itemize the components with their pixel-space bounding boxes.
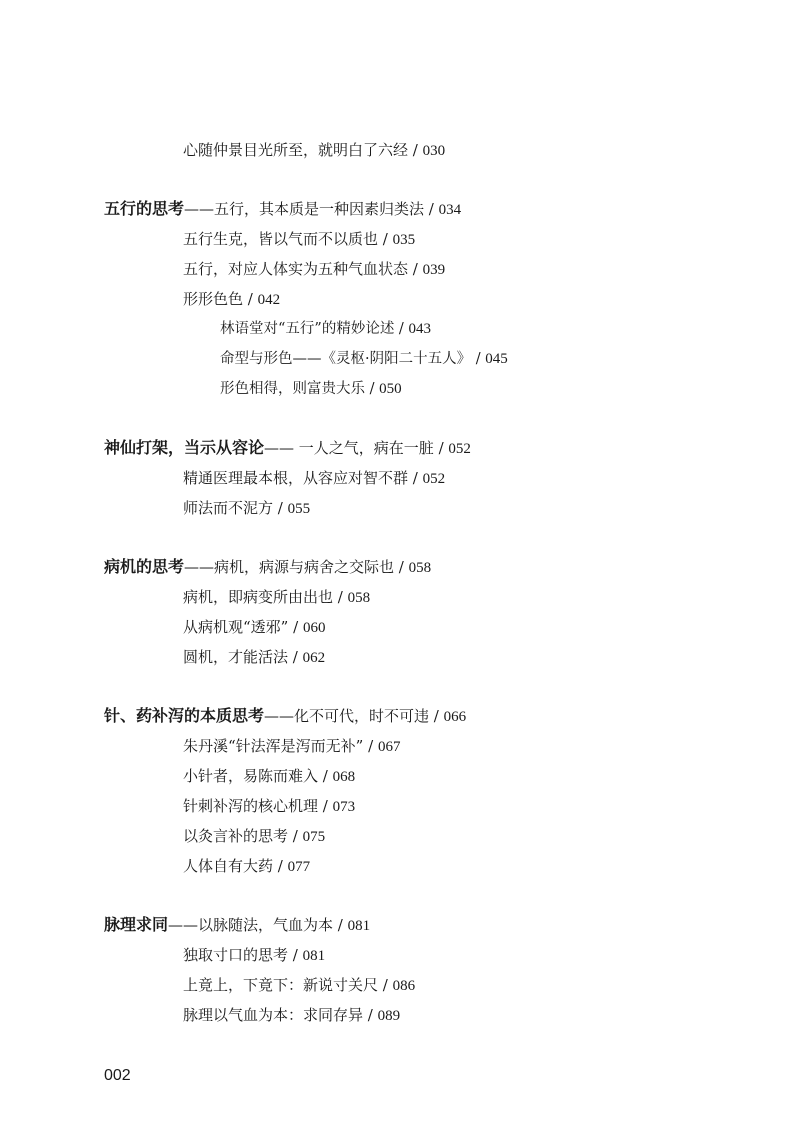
entry-separator: /: [273, 857, 288, 875]
entry-title: 命型与形色——《灵枢·阴阳二十五人》: [220, 351, 472, 367]
entry-separator: /: [288, 827, 303, 845]
entry-page-number: 060: [302, 620, 326, 636]
entry-separator: /: [394, 558, 409, 576]
entry-page-number: 075: [302, 829, 326, 845]
chapter-heading: [104, 438, 471, 459]
entry-separator: /: [429, 707, 444, 725]
entry-title: 上竟上，下竟下：新说寸关尺: [183, 976, 379, 994]
entry-title: 从病机观“透邪”: [183, 618, 289, 636]
entry-separator: /: [408, 260, 423, 278]
chapter-page-number: 066: [443, 709, 467, 725]
entry-title: 心随仲景目光所至，就明白了六经: [183, 141, 409, 159]
entry-separator: /: [288, 648, 303, 666]
chapter-title: 针、药补泻的本质思考: [104, 706, 265, 725]
entry-title: 形形色色: [183, 290, 244, 308]
entry-title: 圆机，才能活法: [183, 648, 289, 666]
entry-page-number: 068: [332, 769, 356, 785]
entry-page-number: 055: [287, 501, 311, 517]
chapter-page-number: 081: [347, 918, 371, 934]
chapter-page-number: 058: [408, 560, 432, 576]
toc-entry: [183, 856, 310, 877]
toc-subentry: [220, 379, 402, 399]
chapter-subtitle: ——以脉随法，气血为本: [168, 916, 334, 934]
chapter-title: 脉理求同: [104, 915, 169, 934]
entry-page-number: 086: [392, 978, 416, 994]
entry-page-number: 045: [485, 351, 508, 367]
entry-title: 五行生克，皆以气而不以质也: [183, 230, 379, 248]
toc-subentry: [220, 319, 431, 339]
toc-entry: [183, 1005, 400, 1026]
chapter-heading: [104, 199, 461, 220]
entry-separator: /: [378, 230, 393, 248]
entry-title: 小针者，易陈而难入: [183, 767, 319, 785]
entry-title: 人体自有大药: [183, 857, 274, 875]
chapter-page-number: 052: [448, 441, 471, 457]
toc-entry: [183, 617, 325, 638]
toc-entry: [183, 975, 415, 996]
entry-separator: /: [365, 381, 380, 397]
entry-separator: /: [288, 946, 303, 964]
toc-entry: [183, 498, 310, 519]
entry-title: 独取寸口的思考: [183, 946, 289, 964]
entry-page-number: 042: [257, 292, 281, 308]
toc-entry: [183, 826, 325, 847]
entry-title: 精通医理最本根，从容应对智不群: [183, 469, 409, 487]
entry-separator: /: [378, 976, 393, 994]
entry-separator: /: [273, 499, 288, 517]
entry-separator: /: [408, 141, 423, 159]
entry-page-number: 058: [347, 590, 371, 606]
chapter-subtitle: ——五行，其本质是一种因素归类法: [184, 200, 425, 218]
entry-page-number: 035: [392, 232, 416, 248]
entry-separator: /: [408, 469, 423, 487]
entry-separator: /: [394, 321, 409, 337]
entry-title: 师法而不泥方: [183, 499, 274, 517]
entry-page-number: 062: [302, 650, 326, 666]
entry-separator: /: [318, 767, 333, 785]
chapter-title: 神仙打架，当示从容论: [104, 438, 265, 457]
entry-separator: /: [471, 351, 486, 367]
entry-page-number: 050: [379, 381, 402, 397]
entry-page-number: 081: [302, 948, 326, 964]
entry-page-number: 089: [377, 1008, 401, 1024]
toc-entry: [183, 468, 445, 489]
entry-title: 脉理以气血为本：求同存异: [183, 1006, 364, 1024]
entry-title: 林语堂对“五行”的精妙论述: [220, 321, 395, 337]
chapter-subtitle: —— 一人之气，病在一脏: [264, 439, 434, 457]
toc-entry: [183, 796, 355, 817]
entry-page-number: 077: [287, 859, 311, 875]
toc-entry: [183, 229, 415, 250]
entry-page-number: 043: [408, 321, 431, 337]
chapter-subtitle: ——化不可代，时不可违: [264, 707, 430, 725]
entry-page-number: 052: [422, 471, 446, 487]
entry-separator: /: [433, 439, 449, 457]
toc-entry: [183, 736, 400, 757]
entry-page-number: 039: [422, 262, 446, 278]
toc-entry: [183, 259, 445, 280]
entry-separator: /: [318, 797, 333, 815]
entry-separator: /: [363, 1006, 378, 1024]
chapter-title: 病机的思考: [104, 557, 185, 576]
toc-entry: [183, 945, 325, 966]
chapter-page-number: 034: [438, 202, 462, 218]
page-number: 002: [104, 1067, 131, 1084]
entry-title: 五行，对应人体实为五种气血状态: [183, 260, 409, 278]
entry-separator: /: [333, 916, 348, 934]
entry-separator: /: [243, 290, 258, 308]
toc-entry: [183, 766, 355, 787]
entry-title: 形色相得，则富贵大乐: [220, 381, 365, 397]
toc-entry: [183, 587, 370, 608]
chapter-title: 五行的思考: [104, 199, 185, 218]
toc-entry: [183, 140, 445, 161]
chapter-subtitle: ——病机，病源与病舍之交际也: [184, 558, 395, 576]
entry-title: 病机，即病变所由出也: [183, 588, 334, 606]
toc-entry: [183, 289, 280, 310]
entry-title: 针刺补泻的核心机理: [183, 797, 319, 815]
entry-page-number: 030: [422, 143, 446, 159]
entry-separator: /: [288, 618, 303, 636]
entry-title: 朱丹溪“针法浑是泻而无补”: [183, 737, 364, 755]
toc-subentry: [220, 349, 508, 369]
entry-separator: /: [363, 737, 378, 755]
entry-separator: /: [333, 588, 348, 606]
chapter-heading: [104, 915, 370, 936]
chapter-heading: [104, 706, 466, 727]
entry-title: 以灸言补的思考: [183, 827, 289, 845]
entry-page-number: 067: [377, 739, 401, 755]
chapter-heading: [104, 557, 431, 578]
toc-entry: [183, 647, 325, 668]
entry-separator: /: [424, 200, 439, 218]
entry-page-number: 073: [332, 799, 356, 815]
